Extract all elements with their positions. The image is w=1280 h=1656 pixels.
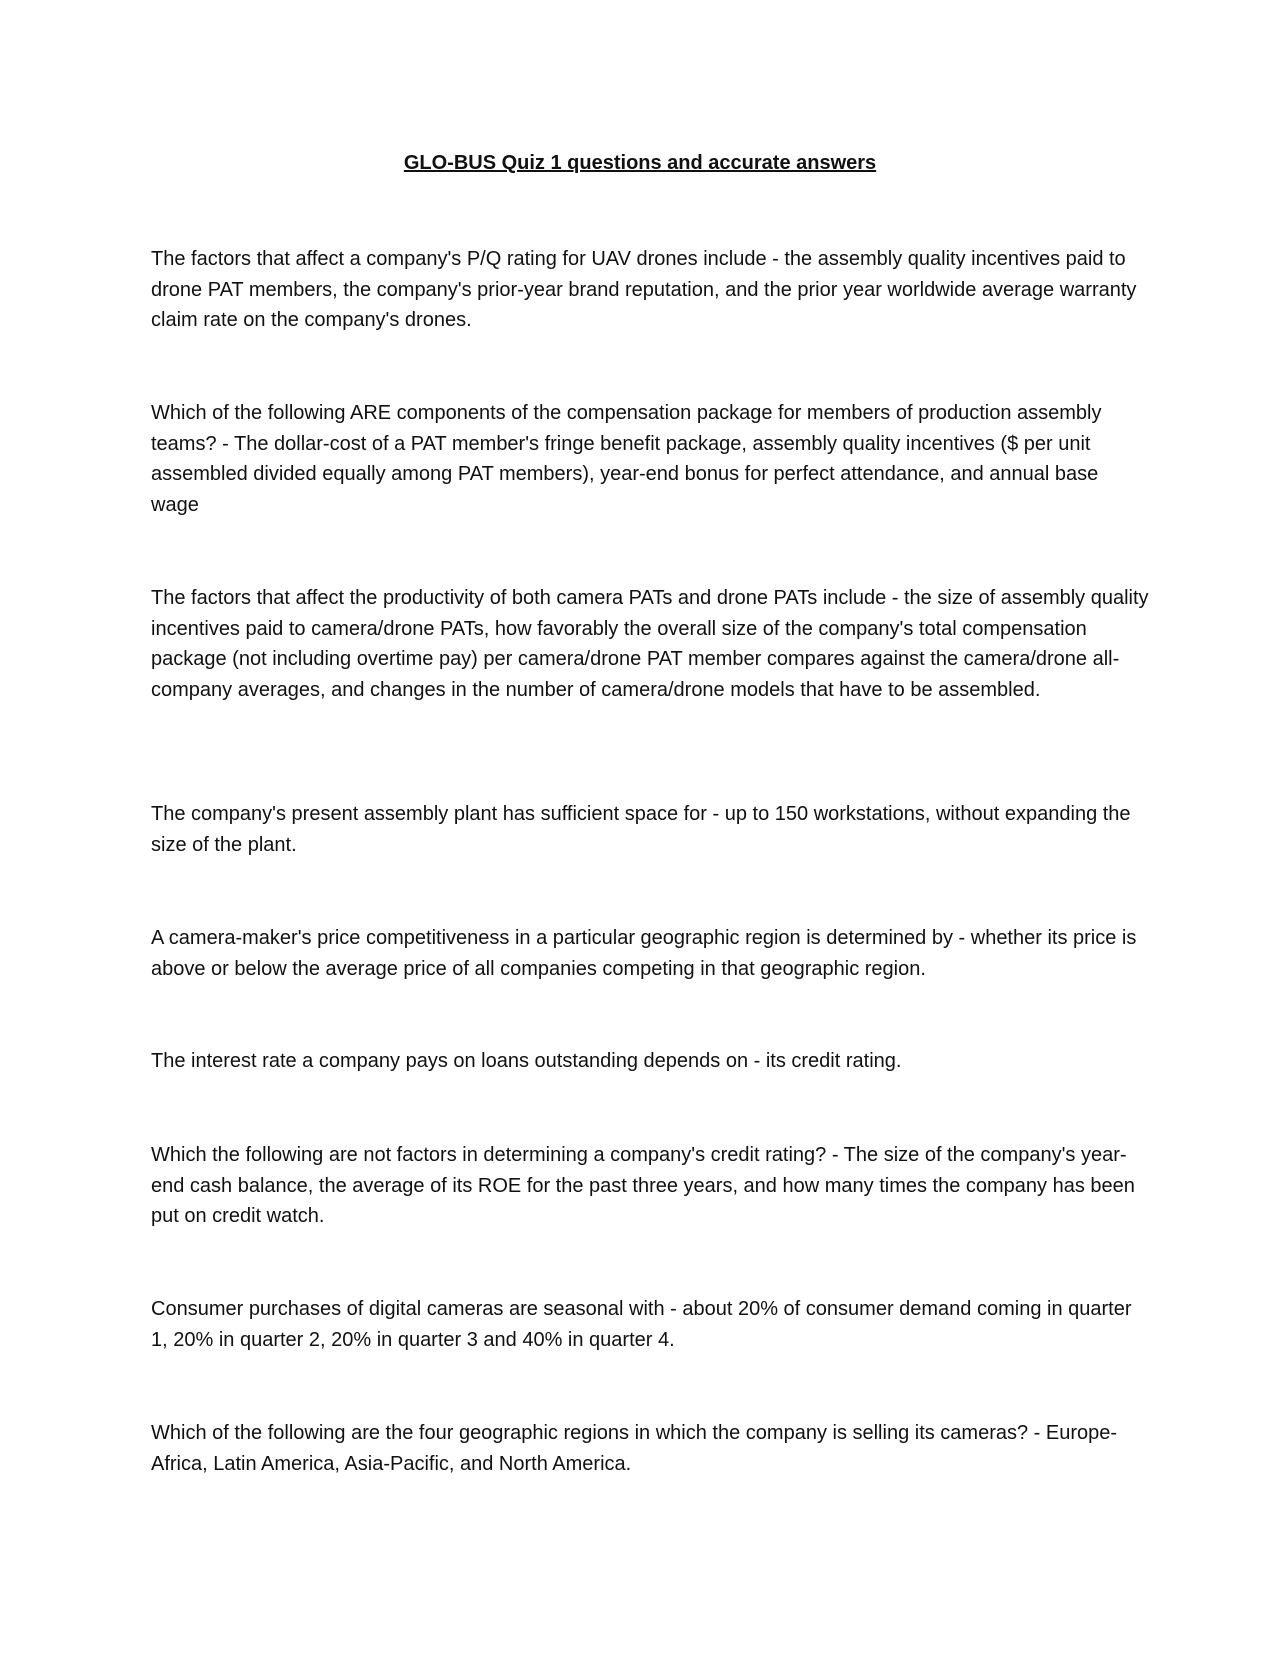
qa-paragraph: Which of the following are the four geographic regions in which the company is selling its cameras? - Europe-Africa, Latin America, Asia-Pacific, and North America. [151, 1422, 1118, 1475]
qa-paragraph: A camera-maker's price competitiveness in a particular geographic region is determined by - whether its price is above or below the average price of all companies competing in that geographic region. [151, 927, 1137, 980]
qa-paragraph: The company's present assembly plant has sufficient space for - up to 150 workstations, without expanding the size of the plant. [151, 803, 1131, 856]
document-title: GLO-BUS Quiz 1 questions and accurate answers [403, 152, 877, 174]
qa-paragraph: Which of the following ARE components of the compensation package for members of production assembly teams? - The dollar-cost of a PAT member's fringe benefit package, assembly quality incentives ($ per unit assembled divided equally among PAT members), year-end bonus for perfect attendance, and annual base wage [151, 402, 1102, 516]
qa-paragraph: The factors that affect a company's P/Q rating for UAV drones include - the assembly quality incentives paid to drone PAT members, the company's prior-year brand reputation, and the prior year worldwide average warranty claim rate on the company's drones. [151, 248, 1137, 331]
qa-paragraph: Consumer purchases of digital cameras are seasonal with - about 20% of consumer demand coming in quarter 1, 20% in quarter 2, 20% in quarter 3 and 40% in quarter 4. [151, 1298, 1132, 1351]
qa-paragraph: The factors that affect the productivity of both camera PATs and drone PATs include - the size of assembly quality incentives paid to camera/drone PATs, how favorably the overall size of the company's total compensation package (not including overtime pay) per camera/drone PAT member compares against the camera/drone all-company averages, and changes in the number of camera/drone models that have to be assembled. [151, 587, 1149, 701]
qa-paragraph: The interest rate a company pays on loans outstanding depends on - its credit rating. [151, 1050, 902, 1072]
qa-paragraph: Which the following are not factors in determining a company's credit rating? - The size of the company's year-end cash balance, the average of its ROE for the past three years, and how many times the company has been put on credit watch. [151, 1144, 1135, 1227]
